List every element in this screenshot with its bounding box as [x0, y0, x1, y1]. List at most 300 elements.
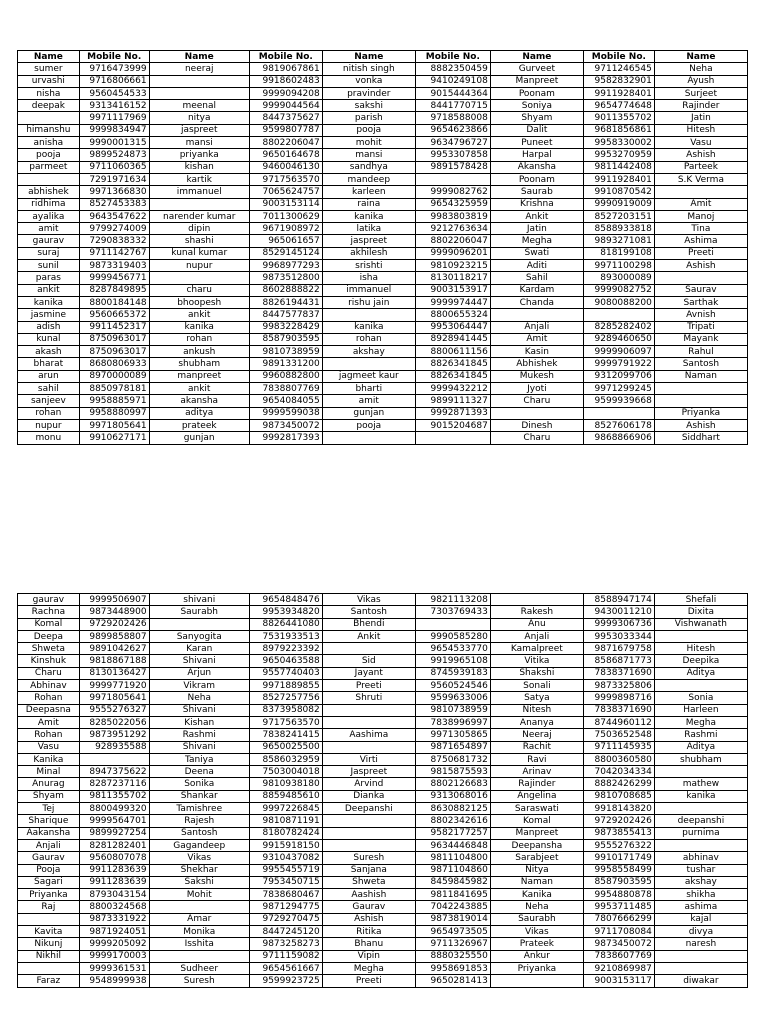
name-cell: Karan	[149, 643, 249, 655]
name-cell: Priyanka	[654, 407, 747, 419]
name-cell: Manpreet	[490, 75, 583, 87]
mobile-cell: 8750681732	[415, 753, 490, 765]
name-cell: deepanshi	[654, 815, 747, 827]
name-cell: Aashima	[322, 729, 415, 741]
mobile-cell: 9999564701	[79, 815, 149, 827]
table-row	[18, 161, 748, 173]
name-cell: Sonika	[149, 778, 249, 790]
mobile-cell: 9654774648	[583, 100, 654, 112]
mobile-cell: 8447375627	[249, 112, 322, 124]
name-cell: Komal	[490, 815, 583, 827]
name-cell: jaspreet	[322, 235, 415, 247]
name-cell	[322, 358, 415, 370]
name-cell: Naman	[654, 370, 747, 382]
name-cell: Minal	[18, 766, 80, 778]
mobile-cell: 9650164678	[249, 149, 322, 161]
table-row	[18, 827, 748, 839]
name-cell: parish	[322, 112, 415, 124]
name-cell: gunjan	[322, 407, 415, 419]
name-cell: immanuel	[149, 186, 249, 198]
name-cell: Dalit	[490, 124, 583, 136]
name-cell: Saurabh	[149, 606, 249, 618]
mobile-cell: 8630882125	[415, 803, 490, 815]
name-cell: pooja	[18, 149, 80, 161]
name-cell: Vikram	[149, 680, 249, 692]
name-cell: abhishek	[18, 186, 80, 198]
table-row	[18, 716, 748, 728]
mobile-cell: 9818867188	[79, 655, 149, 667]
mobile-cell: 9999791922	[583, 358, 654, 370]
mobile-cell: 9716473999	[79, 63, 149, 75]
name-cell: Deepa	[18, 630, 80, 642]
name-cell	[654, 803, 747, 815]
name-cell: ridhima	[18, 198, 80, 210]
name-cell: Ravi	[490, 753, 583, 765]
mobile-cell: 9582832901	[583, 75, 654, 87]
name-cell: neeraj	[149, 63, 249, 75]
mobile-cell: 9650463588	[249, 655, 322, 667]
mobile-cell: 8850978181	[79, 383, 149, 395]
mobile-cell: 9599923725	[249, 975, 322, 987]
name-cell: Sanjana	[322, 864, 415, 876]
mobile-cell: 9711326967	[415, 938, 490, 950]
mobile-cell	[79, 753, 149, 765]
mobile-cell: 8800324568	[79, 901, 149, 913]
name-cell	[490, 309, 583, 321]
name-cell	[149, 75, 249, 87]
name-cell: Vikas	[490, 926, 583, 938]
mobile-cell: 9313416152	[79, 100, 149, 112]
name-cell: Ashish	[322, 913, 415, 925]
name-cell: Rohan	[18, 692, 80, 704]
name-cell: shivani	[149, 594, 249, 606]
table-row	[18, 321, 748, 333]
mobile-cell: 8527257756	[249, 692, 322, 704]
name-cell	[654, 383, 747, 395]
name-cell	[322, 432, 415, 444]
mobile-cell: 9958880997	[79, 407, 149, 419]
table-row	[18, 741, 748, 753]
name-cell: Megha	[654, 716, 747, 728]
name-cell: mansi	[322, 149, 415, 161]
name-cell: Vitika	[490, 655, 583, 667]
name-cell: Avnish	[654, 309, 747, 321]
name-cell	[654, 839, 747, 851]
table-row	[18, 370, 748, 382]
mobile-cell: 9711246545	[583, 63, 654, 75]
name-cell	[18, 112, 80, 124]
mobile-cell: 7838241415	[249, 729, 322, 741]
mobile-cell: 8586871773	[583, 655, 654, 667]
name-cell: divya	[654, 926, 747, 938]
mobile-cell: 8459845982	[415, 876, 490, 888]
name-cell: kishan	[149, 161, 249, 173]
mobile-cell: 9212763634	[415, 223, 490, 235]
name-cell: Kavita	[18, 926, 80, 938]
name-cell: Sanyogita	[149, 630, 249, 642]
name-cell: Mukesh	[490, 370, 583, 382]
mobile-cell: 9953064447	[415, 321, 490, 333]
mobile-cell: 9711060365	[79, 161, 149, 173]
mobile-cell: 9811841695	[415, 889, 490, 901]
name-cell: Megha	[490, 235, 583, 247]
name-cell: srishti	[322, 260, 415, 272]
name-cell: Hitesh	[654, 124, 747, 136]
name-cell: arun	[18, 370, 80, 382]
name-cell: Vasu	[18, 741, 80, 753]
name-cell: Rohan	[18, 729, 80, 741]
mobile-cell: 9992817393	[249, 432, 322, 444]
mobile-cell: 8680806933	[79, 358, 149, 370]
mobile-cell: 9899524873	[79, 149, 149, 161]
mobile-cell: 9873819014	[415, 913, 490, 925]
mobile-cell: 7303769433	[415, 606, 490, 618]
mobile-cell: 9080088200	[583, 296, 654, 308]
name-cell: charu	[149, 284, 249, 296]
mobile-cell	[415, 618, 490, 630]
name-cell: Ashish	[654, 419, 747, 431]
name-cell: ankit	[18, 284, 80, 296]
name-cell: Preeti	[322, 975, 415, 987]
name-cell: Satya	[490, 692, 583, 704]
mobile-cell: 8800360580	[583, 753, 654, 765]
name-cell: Angelina	[490, 790, 583, 802]
mobile-cell: 8826341845	[415, 370, 490, 382]
mobile-cell: 9873512800	[249, 272, 322, 284]
mobile-cell: 9910627171	[79, 432, 149, 444]
name-cell: Sakshi	[149, 876, 249, 888]
name-cell: shashi	[149, 235, 249, 247]
mobile-cell: 9999599038	[249, 407, 322, 419]
mobile-cell: 9711142767	[79, 247, 149, 259]
mobile-cell: 7042243885	[415, 901, 490, 913]
table-row	[18, 594, 748, 606]
name-cell: dipin	[149, 223, 249, 235]
name-cell: priyanka	[149, 149, 249, 161]
name-cell: Ananya	[490, 716, 583, 728]
name-cell: Vishwanath	[654, 618, 747, 630]
column-header: Name	[322, 51, 415, 63]
table-row	[18, 803, 748, 815]
mobile-cell: 9717563570	[249, 716, 322, 728]
mobile-cell: 9953934820	[249, 606, 322, 618]
name-cell	[18, 913, 80, 925]
name-cell: Tripati	[654, 321, 747, 333]
name-cell	[654, 950, 747, 962]
name-cell: rohan	[18, 407, 80, 419]
name-cell: nitish singh	[322, 63, 415, 75]
mobile-cell: 9460046130	[249, 161, 322, 173]
name-cell: himanshu	[18, 124, 80, 136]
name-cell: Shekhar	[149, 864, 249, 876]
table-row	[18, 87, 748, 99]
name-cell: gaurav	[18, 594, 80, 606]
name-cell	[322, 839, 415, 851]
mobile-cell: 9819067861	[249, 63, 322, 75]
mobile-cell: 8373958082	[249, 704, 322, 716]
column-header: Name	[490, 51, 583, 63]
name-cell: Neha	[654, 63, 747, 75]
name-cell: akshay	[654, 876, 747, 888]
mobile-cell: 9999094208	[249, 87, 322, 99]
mobile-cell: 9799274009	[79, 223, 149, 235]
mobile-cell: 8947375622	[79, 766, 149, 778]
name-cell: Megha	[322, 962, 415, 974]
table-row	[18, 419, 748, 431]
mobile-cell: 9999082762	[415, 186, 490, 198]
name-cell: Jayant	[322, 667, 415, 679]
name-cell	[322, 741, 415, 753]
name-cell: kunal	[18, 333, 80, 345]
table-row	[18, 889, 748, 901]
table-row	[18, 962, 748, 974]
mobile-cell: 9654561667	[249, 962, 322, 974]
table-row	[18, 618, 748, 630]
mobile-cell: 9990919009	[583, 198, 654, 210]
mobile-cell: 9410249108	[415, 75, 490, 87]
name-cell: Sagari	[18, 876, 80, 888]
mobile-cell: 8130136427	[79, 667, 149, 679]
mobile-cell: 9003153114	[249, 198, 322, 210]
mobile-cell	[583, 407, 654, 419]
name-cell: kanika	[18, 296, 80, 308]
mobile-cell: 9953270959	[583, 149, 654, 161]
mobile-cell: 7807666299	[583, 913, 654, 925]
name-cell: nupur	[18, 419, 80, 431]
mobile-cell: 9990585280	[415, 630, 490, 642]
table-row	[18, 938, 748, 950]
mobile-cell: 9971117969	[79, 112, 149, 124]
name-cell: Amit	[18, 716, 80, 728]
mobile-cell: 9999456771	[79, 272, 149, 284]
mobile-cell: 9729202426	[79, 618, 149, 630]
name-cell: latika	[322, 223, 415, 235]
mobile-cell: 9654848476	[249, 594, 322, 606]
mobile-cell: 7503652548	[583, 729, 654, 741]
column-header: Mobile No.	[583, 51, 654, 63]
name-cell: sandhya	[322, 161, 415, 173]
mobile-cell: 9868866906	[583, 432, 654, 444]
name-cell: parmeet	[18, 161, 80, 173]
mobile-cell: 9910171749	[583, 852, 654, 864]
name-cell: gaurav	[18, 235, 80, 247]
name-cell: jagmeet kaur	[322, 370, 415, 382]
mobile-cell: 9582177257	[415, 827, 490, 839]
name-cell: shikha	[654, 889, 747, 901]
name-cell	[322, 815, 415, 827]
name-cell: abhinav	[654, 852, 747, 864]
name-cell: paras	[18, 272, 80, 284]
table-row	[18, 296, 748, 308]
name-cell	[149, 198, 249, 210]
name-cell: Siddhart	[654, 432, 747, 444]
mobile-cell: 8285282402	[583, 321, 654, 333]
mobile-cell: 9899858807	[79, 630, 149, 642]
mobile-cell: 9810871191	[249, 815, 322, 827]
mobile-cell: 9971100298	[583, 260, 654, 272]
mobile-cell: 9997226845	[249, 803, 322, 815]
mobile-cell: 9971299245	[583, 383, 654, 395]
mobile-cell: 8802342616	[415, 815, 490, 827]
name-cell: Naman	[490, 876, 583, 888]
name-cell	[18, 962, 80, 974]
mobile-cell: 9999044564	[249, 100, 322, 112]
column-header: Name	[18, 51, 80, 63]
mobile-cell: 7953450715	[249, 876, 322, 888]
name-cell: Akansha	[490, 161, 583, 173]
table-row	[18, 864, 748, 876]
name-cell: Gurveet	[490, 63, 583, 75]
name-cell: Manoj	[654, 210, 747, 222]
mobile-cell: 8928941445	[415, 333, 490, 345]
mobile-cell: 7838996997	[415, 716, 490, 728]
mobile-cell: 9873325806	[583, 680, 654, 692]
name-cell: manpreet	[149, 370, 249, 382]
name-cell: mathew	[654, 778, 747, 790]
name-cell: Monika	[149, 926, 249, 938]
name-cell: Kishan	[149, 716, 249, 728]
mobile-cell: 9003153117	[583, 975, 654, 987]
mobile-cell: 9871654897	[415, 741, 490, 753]
name-cell: vonka	[322, 75, 415, 87]
mobile-cell: 9729270475	[249, 913, 322, 925]
table-row	[18, 75, 748, 87]
mobile-cell: 8793043154	[79, 889, 149, 901]
mobile-cell: 9815875593	[415, 766, 490, 778]
name-cell: Suresh	[149, 975, 249, 987]
mobile-cell: 9871104860	[415, 864, 490, 876]
name-cell: monu	[18, 432, 80, 444]
table-row	[18, 186, 748, 198]
name-cell	[149, 87, 249, 99]
mobile-cell: 9958691853	[415, 962, 490, 974]
mobile-cell: 9717563570	[249, 173, 322, 185]
name-cell: Kinshuk	[18, 655, 80, 667]
name-cell: ankush	[149, 346, 249, 358]
mobile-cell: 9560665372	[79, 309, 149, 321]
name-cell: Rashmi	[654, 729, 747, 741]
name-cell: Deena	[149, 766, 249, 778]
mobile-cell: 9430011210	[583, 606, 654, 618]
name-cell: sanjeev	[18, 395, 80, 407]
table-row	[18, 815, 748, 827]
name-cell: Nitesh	[490, 704, 583, 716]
name-cell: Vikas	[322, 594, 415, 606]
column-header: Mobile No.	[415, 51, 490, 63]
mobile-cell: 9891331200	[249, 358, 322, 370]
name-cell: Harleen	[654, 704, 747, 716]
mobile-cell: 7838371690	[583, 704, 654, 716]
mobile-cell: 9634446848	[415, 839, 490, 851]
name-cell: Hitesh	[654, 643, 747, 655]
name-cell: kanika	[149, 321, 249, 333]
name-cell: meenal	[149, 100, 249, 112]
name-cell: Virti	[322, 753, 415, 765]
name-cell: Neha	[149, 692, 249, 704]
name-cell: akansha	[149, 395, 249, 407]
name-cell: Shweta	[322, 876, 415, 888]
name-cell: Kamalpreet	[490, 643, 583, 655]
name-cell: tushar	[654, 864, 747, 876]
name-cell: Tamishree	[149, 803, 249, 815]
mobile-cell: 9999898716	[583, 692, 654, 704]
name-cell: akash	[18, 346, 80, 358]
name-cell: Jatin	[654, 112, 747, 124]
name-cell: Rajinder	[654, 100, 747, 112]
mobile-cell: 8287849895	[79, 284, 149, 296]
mobile-cell: 8588933818	[583, 223, 654, 235]
name-cell: Aditi	[490, 260, 583, 272]
name-cell: ayalika	[18, 210, 80, 222]
table-row	[18, 395, 748, 407]
name-cell	[490, 594, 583, 606]
name-cell: Harpal	[490, 149, 583, 161]
mobile-cell: 8750963017	[79, 346, 149, 358]
table-row	[18, 926, 748, 938]
name-cell: Shruti	[322, 692, 415, 704]
name-cell	[322, 309, 415, 321]
table-row	[18, 876, 748, 888]
mobile-cell: 9811355702	[79, 790, 149, 802]
mobile-cell: 9810738959	[415, 704, 490, 716]
name-cell: Nitya	[490, 864, 583, 876]
mobile-cell: 8826441080	[249, 618, 322, 630]
name-cell: Poonam	[490, 87, 583, 99]
mobile-cell: 965061657	[249, 235, 322, 247]
name-cell: Sharique	[18, 815, 80, 827]
name-cell	[149, 618, 249, 630]
name-cell: Taniya	[149, 753, 249, 765]
name-cell: Vipin	[322, 950, 415, 962]
mobile-cell: 9873319403	[79, 260, 149, 272]
name-cell: Saurav	[654, 284, 747, 296]
name-cell: Saurabh	[490, 913, 583, 925]
name-cell	[654, 680, 747, 692]
name-cell: Tina	[654, 223, 747, 235]
name-cell: Puneet	[490, 137, 583, 149]
mobile-cell: 9599807787	[249, 124, 322, 136]
name-cell: Anjali	[490, 630, 583, 642]
name-cell: pravinder	[322, 87, 415, 99]
name-cell: Sarabjeet	[490, 852, 583, 864]
name-cell	[654, 395, 747, 407]
name-cell: Anurag	[18, 778, 80, 790]
table-row	[18, 383, 748, 395]
mobile-cell: 8802126683	[415, 778, 490, 790]
name-cell: Aditya	[654, 741, 747, 753]
mobile-cell: 7065624757	[249, 186, 322, 198]
mobile-cell: 9873951292	[79, 729, 149, 741]
name-cell: Chanda	[490, 296, 583, 308]
mobile-cell: 9003153917	[415, 284, 490, 296]
mobile-cell: 9811442408	[583, 161, 654, 173]
mobile-cell: 9911928401	[583, 173, 654, 185]
mobile-cell: 9671908972	[249, 223, 322, 235]
name-cell: Amit	[490, 333, 583, 345]
mobile-cell: 9718588008	[415, 112, 490, 124]
mobile-cell: 9599939668	[583, 395, 654, 407]
mobile-cell: 9971889855	[249, 680, 322, 692]
mobile-cell: 9210869987	[583, 962, 654, 974]
name-cell	[654, 272, 747, 284]
mobile-cell: 9910870542	[583, 186, 654, 198]
name-cell: Jatin	[490, 223, 583, 235]
name-cell: Arinav	[490, 766, 583, 778]
mobile-cell: 8527453383	[79, 198, 149, 210]
name-cell: Charu	[18, 667, 80, 679]
name-cell: bhoopesh	[149, 296, 249, 308]
name-cell: Faraz	[18, 975, 80, 987]
